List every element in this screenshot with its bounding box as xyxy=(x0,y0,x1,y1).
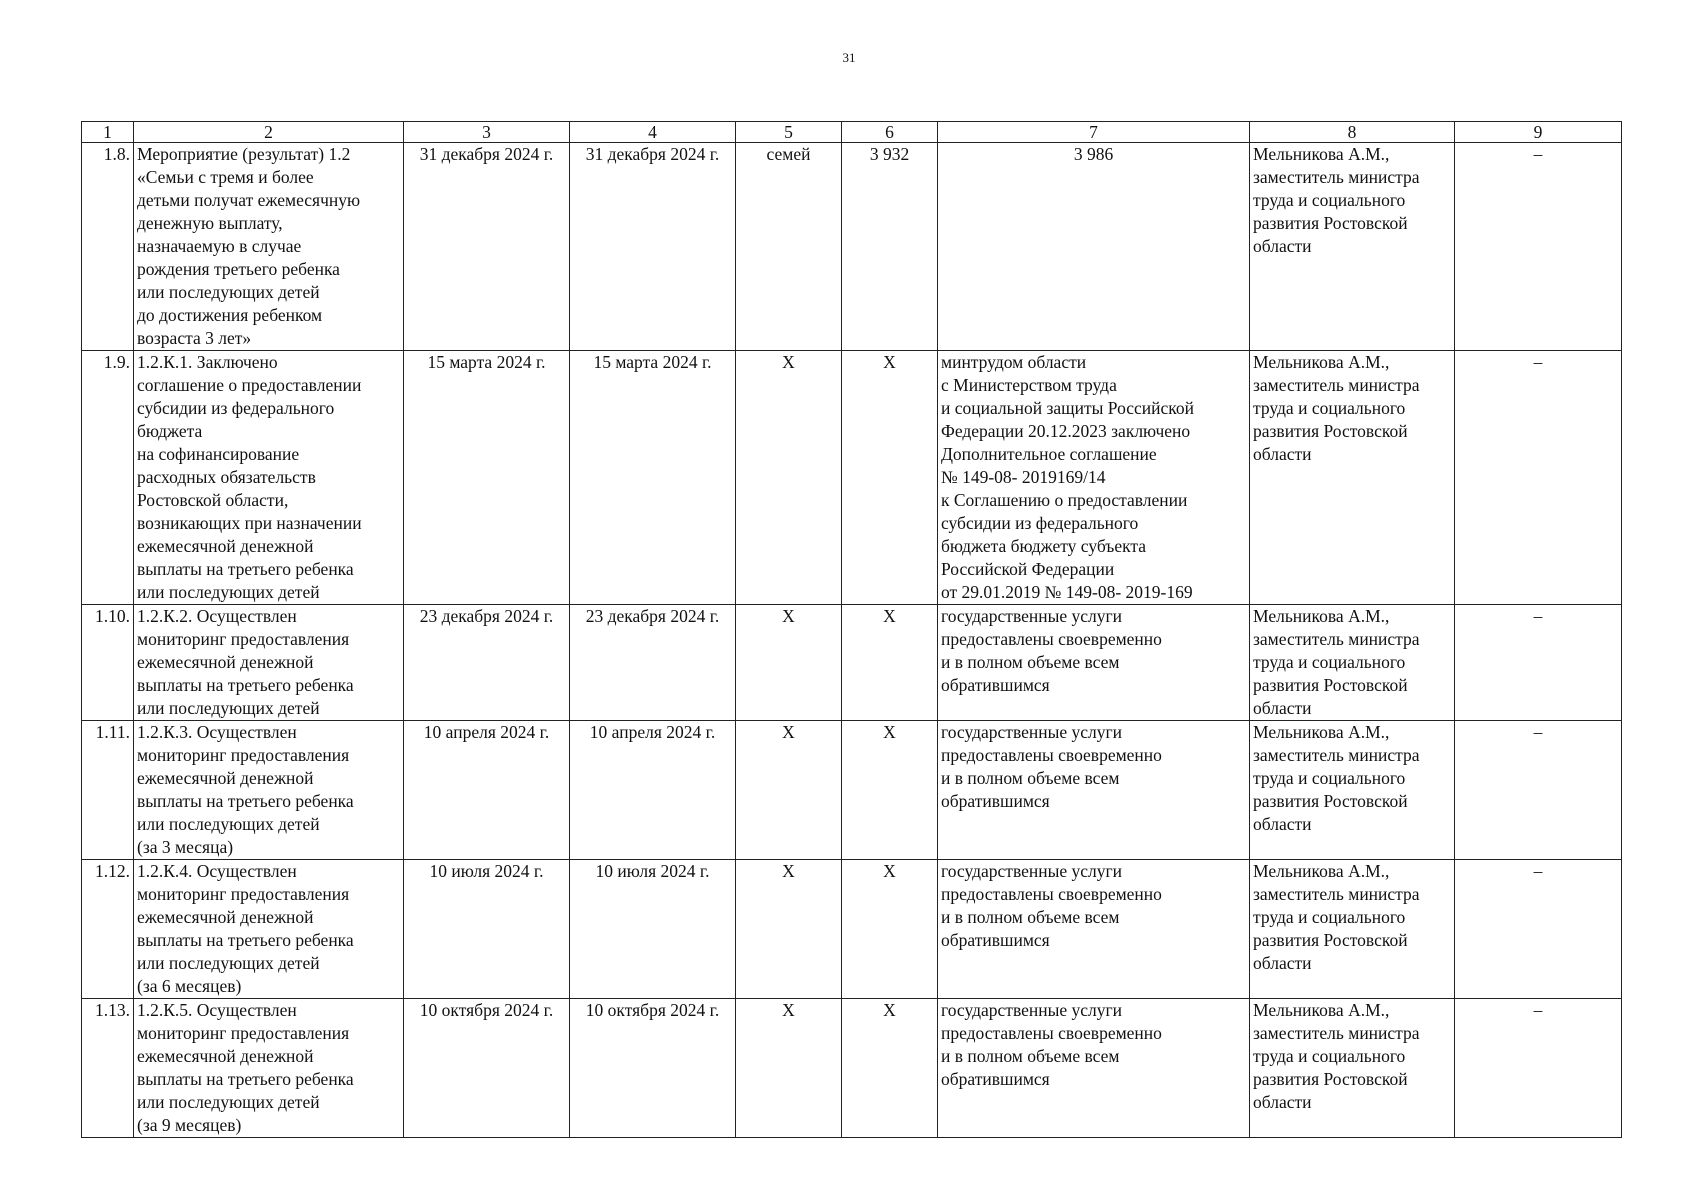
unit: X xyxy=(736,999,842,1138)
column-header: 9 xyxy=(1455,122,1622,143)
report-table xyxy=(81,121,1622,1138)
row-number: 1.12. xyxy=(82,860,134,999)
plan-date: 15 марта 2024 г. xyxy=(404,351,570,605)
fact-value: государственные услуги предоставлены своевременно и в полном объеме всем обратившимся xyxy=(938,721,1250,860)
fact-value: 3 986 xyxy=(938,143,1250,351)
row-number: 1.10. xyxy=(82,605,134,721)
unit: X xyxy=(736,721,842,860)
responsible-person: Мельникова А.М., заместитель министра труда и социального развития Ростовской области xyxy=(1250,999,1455,1138)
plan-date: 23 декабря 2024 г. xyxy=(404,605,570,721)
plan-value: X xyxy=(842,605,938,721)
plan-date: 10 октября 2024 г. xyxy=(404,999,570,1138)
fact-date: 10 октября 2024 г. xyxy=(570,999,736,1138)
fact-date: 15 марта 2024 г. xyxy=(570,351,736,605)
plan-value: X xyxy=(842,351,938,605)
note: – xyxy=(1455,605,1622,721)
unit: X xyxy=(736,860,842,999)
plan-date: 10 апреля 2024 г. xyxy=(404,721,570,860)
plan-value: X xyxy=(842,999,938,1138)
event-name: 1.2.К.3. Осуществлен мониторинг предоставления ежемесячной денежной выплаты на третьего ребенка или последующих детей (за 3 месяца) xyxy=(134,721,404,860)
note: – xyxy=(1455,999,1622,1138)
column-header: 1 xyxy=(82,122,134,143)
fact-date: 31 декабря 2024 г. xyxy=(570,143,736,351)
responsible-person: Мельникова А.М., заместитель министра труда и социального развития Ростовской области xyxy=(1250,721,1455,860)
column-header: 4 xyxy=(570,122,736,143)
plan-value: X xyxy=(842,721,938,860)
column-number-header-row xyxy=(82,122,1622,143)
fact-date: 10 июля 2024 г. xyxy=(570,860,736,999)
note: – xyxy=(1455,351,1622,605)
responsible-person: Мельникова А.М., заместитель министра труда и социального развития Ростовской области xyxy=(1250,605,1455,721)
event-name: 1.2.К.5. Осуществлен мониторинг предоставления ежемесячной денежной выплаты на третьего ребенка или последующих детей (за 9 месяцев) xyxy=(134,999,404,1138)
column-header: 3 xyxy=(404,122,570,143)
column-header: 2 xyxy=(134,122,404,143)
plan-date: 31 декабря 2024 г. xyxy=(404,143,570,351)
column-header: 7 xyxy=(938,122,1250,143)
row-number: 1.13. xyxy=(82,999,134,1138)
fact-date: 10 апреля 2024 г. xyxy=(570,721,736,860)
event-name: 1.2.К.4. Осуществлен мониторинг предоставления ежемесячной денежной выплаты на третьего ребенка или последующих детей (за 6 месяцев) xyxy=(134,860,404,999)
unit: X xyxy=(736,351,842,605)
column-header: 6 xyxy=(842,122,938,143)
page-number: 31 xyxy=(842,50,856,65)
note: – xyxy=(1455,860,1622,999)
table-row xyxy=(82,143,1622,351)
unit: X xyxy=(736,605,842,721)
plan-value: X xyxy=(842,860,938,999)
event-name: 1.2.К.2. Осуществлен мониторинг предоставления ежемесячной денежной выплаты на третьего ребенка или последующих детей xyxy=(134,605,404,721)
fact-value: государственные услуги предоставлены своевременно и в полном объеме всем обратившимся xyxy=(938,605,1250,721)
responsible-person: Мельникова А.М., заместитель министра труда и социального развития Ростовской области xyxy=(1250,143,1455,351)
note: – xyxy=(1455,143,1622,351)
table-row xyxy=(82,999,1622,1138)
fact-date: 23 декабря 2024 г. xyxy=(570,605,736,721)
note: – xyxy=(1455,721,1622,860)
fact-value: государственные услуги предоставлены своевременно и в полном объеме всем обратившимся xyxy=(938,999,1250,1138)
table-row xyxy=(82,351,1622,605)
fact-value: минтрудом области с Министерством труда и социальной защиты Российской Федерации 20.12.2023 заключено Дополнительное соглашение № 149-08- 2019169/14 к Соглашению о предоставлении субсидии из федерального бюджета бюджету субъекта Российской Федерации от 29.01.2019 № 149-08- 2019-169 xyxy=(938,351,1250,605)
unit: семей xyxy=(736,143,842,351)
column-header: 8 xyxy=(1250,122,1455,143)
plan-value: 3 932 xyxy=(842,143,938,351)
table-row xyxy=(82,721,1622,860)
event-name: 1.2.К.1. Заключено соглашение о предоставлении субсидии из федерального бюджета на софинансирование расходных обязательств Ростовской области, возникающих при назначении ежемесячной денежной выплаты на третьего ребенка или последующих детей xyxy=(134,351,404,605)
row-number: 1.8. xyxy=(82,143,134,351)
table-row xyxy=(82,860,1622,999)
row-number: 1.11. xyxy=(82,721,134,860)
row-number: 1.9. xyxy=(82,351,134,605)
table-row xyxy=(82,605,1622,721)
responsible-person: Мельникова А.М., заместитель министра труда и социального развития Ростовской области xyxy=(1250,860,1455,999)
responsible-person: Мельникова А.М., заместитель министра труда и социального развития Ростовской области xyxy=(1250,351,1455,605)
event-name: Мероприятие (результат) 1.2 «Семьи с тремя и более детьми получат ежемесячную денежную выплату, назначаемую в случае рождения третьего ребенка или последующих детей до достижения ребенком возраста 3 лет» xyxy=(134,143,404,351)
fact-value: государственные услуги предоставлены своевременно и в полном объеме всем обратившимся xyxy=(938,860,1250,999)
plan-date: 10 июля 2024 г. xyxy=(404,860,570,999)
column-header: 5 xyxy=(736,122,842,143)
